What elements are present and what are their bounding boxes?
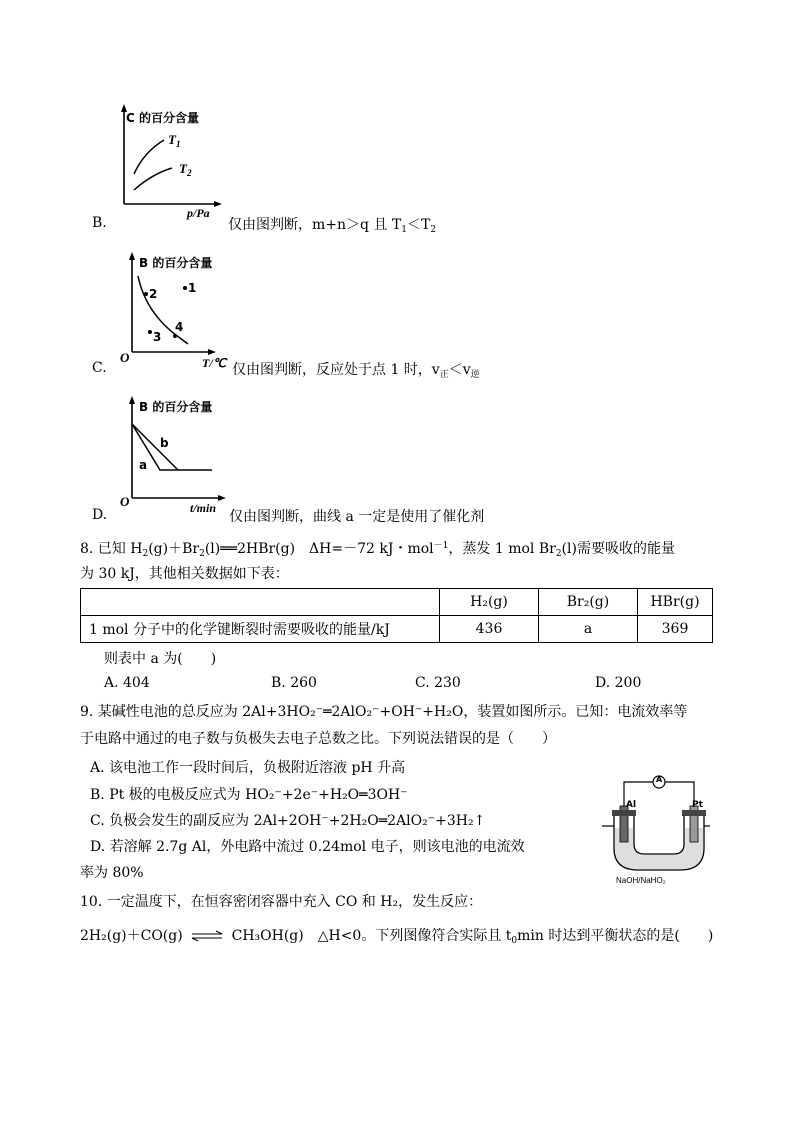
- option-c-letter: C.: [92, 360, 107, 376]
- graph-c-xlabel: T/℃: [202, 356, 227, 370]
- table-row: [81, 616, 713, 643]
- graph-c-point2-label: 2: [149, 287, 158, 301]
- graph-d-a-label: a: [139, 458, 148, 472]
- q9-option-c: C. 负极会发生的副反应为 2Al+2OH⁻+2H₂O═2AlO₂⁻+3H₂↑: [90, 813, 486, 829]
- graph-b-ylabel: C 的百分含量: [126, 111, 199, 125]
- option-c-text: 仅由图判断，反应处于点 1 时，$v_正<v_逆$: [232, 362, 480, 380]
- battery-diagram: [596, 772, 710, 876]
- point-3: [148, 330, 152, 334]
- q8-option-a: A. 404: [104, 675, 150, 691]
- equilibrium-arrow-icon: [191, 930, 223, 942]
- pt-label: Pt: [692, 800, 703, 810]
- point-4: [173, 334, 177, 338]
- q8-energy-table: [80, 588, 713, 643]
- q9-line2: 于电路中通过的电子数与负极失去电子总数之比。下列说法错误的是（ ）: [80, 731, 556, 747]
- graph-d-origin: O: [120, 494, 130, 509]
- curve-t1: [134, 140, 164, 174]
- table-cell: 436: [440, 616, 539, 643]
- table-header-cell: H₂(g): [440, 589, 539, 616]
- graph-d-ylabel: B 的百分含量: [139, 400, 213, 414]
- table-header-cell: HBr(g): [638, 589, 713, 616]
- graph-b-t1-label: $T_1$: [168, 132, 181, 149]
- curve-t2: [134, 168, 172, 190]
- q8-line1: 8. 已知 $H_2(g)+Br_2(l)══2HBr(g)$ ΔH=－72 kJ・mol$^{-1}$，蒸发 1 mol $Br_2(l)$需要吸收的能量: [80, 541, 675, 559]
- table-cell: a: [539, 616, 638, 643]
- q9-option-a: A. 该电池工作一段时间后，负极附近溶液 pH 升高: [90, 760, 406, 776]
- table-cell: 369: [638, 616, 713, 643]
- table-row-label: 1 mol 分子中的化学键断裂时需要吸收的能量/kJ: [81, 616, 440, 643]
- al-label: Al: [626, 800, 637, 810]
- graph-c-ylabel: B 的百分含量: [139, 256, 213, 270]
- graph-d-xlabel: t/min: [190, 501, 217, 515]
- q9-option-d-line1: D. 若溶解 2.7g Al，外电路中流过 0.24mol 电子，则该电池的电流效: [90, 839, 525, 855]
- q9-option-d-line2: 率为 80%: [80, 865, 144, 881]
- q9-line1: 9. 某碱性电池的总反应为 2Al+3HO₂⁻═2AlO₂⁻+OH⁻+H₂O，装置如图所示。已知：电流效率等: [80, 704, 688, 720]
- table-header-cell: Br₂(g): [539, 589, 638, 616]
- option-b-letter: B.: [92, 215, 107, 231]
- q10-line2: 2H₂(g)＋CO(g) CH₃OH(g) △H<0。下列图像符合实际且 $t_0\min$ 时达到平衡状态的是( ): [80, 928, 714, 946]
- q8-option-d: D. 200: [595, 675, 642, 691]
- ammeter-label: A: [656, 775, 663, 784]
- graph-c-point4-label: 4: [175, 320, 184, 334]
- q10-line1: 10. 一定温度下，在恒容密闭容器中充入 CO 和 H₂，发生反应：: [80, 894, 483, 910]
- table-header-row: [81, 589, 713, 616]
- graph-b-xlabel: p/Pa: [187, 206, 210, 220]
- q8-line2: 为 30 kJ，其他相关数据如下表：: [80, 566, 289, 582]
- option-d-letter: D.: [92, 507, 108, 523]
- q9-option-b: B. Pt 极的电极反应式为 HO₂⁻+2e⁻+H₂O═3OH⁻: [90, 787, 408, 803]
- option-d-text: 仅由图判断，曲线 a 一定是使用了催化剂: [229, 509, 485, 525]
- q8-question: 则表中 a 为( ): [104, 651, 217, 667]
- q8-option-c: C. 230: [415, 675, 461, 691]
- point-1: [183, 286, 187, 290]
- graph-c-origin: O: [120, 350, 130, 365]
- graph-c-point1-label: 1: [188, 281, 197, 295]
- q8-option-b: B. 260: [271, 675, 317, 691]
- table-header-cell: [81, 589, 440, 616]
- solution-label: NaOH/NaHO₂: [616, 876, 666, 885]
- option-b-text: 仅由图判断，m+n＞q 且 $T_1<T_2$: [228, 217, 437, 235]
- graph-c-point3-label: 3: [153, 330, 162, 344]
- point-2: [144, 292, 148, 296]
- graph-d-b-label: b: [160, 436, 169, 450]
- graph-b-t2-label: $T_2$: [179, 161, 192, 178]
